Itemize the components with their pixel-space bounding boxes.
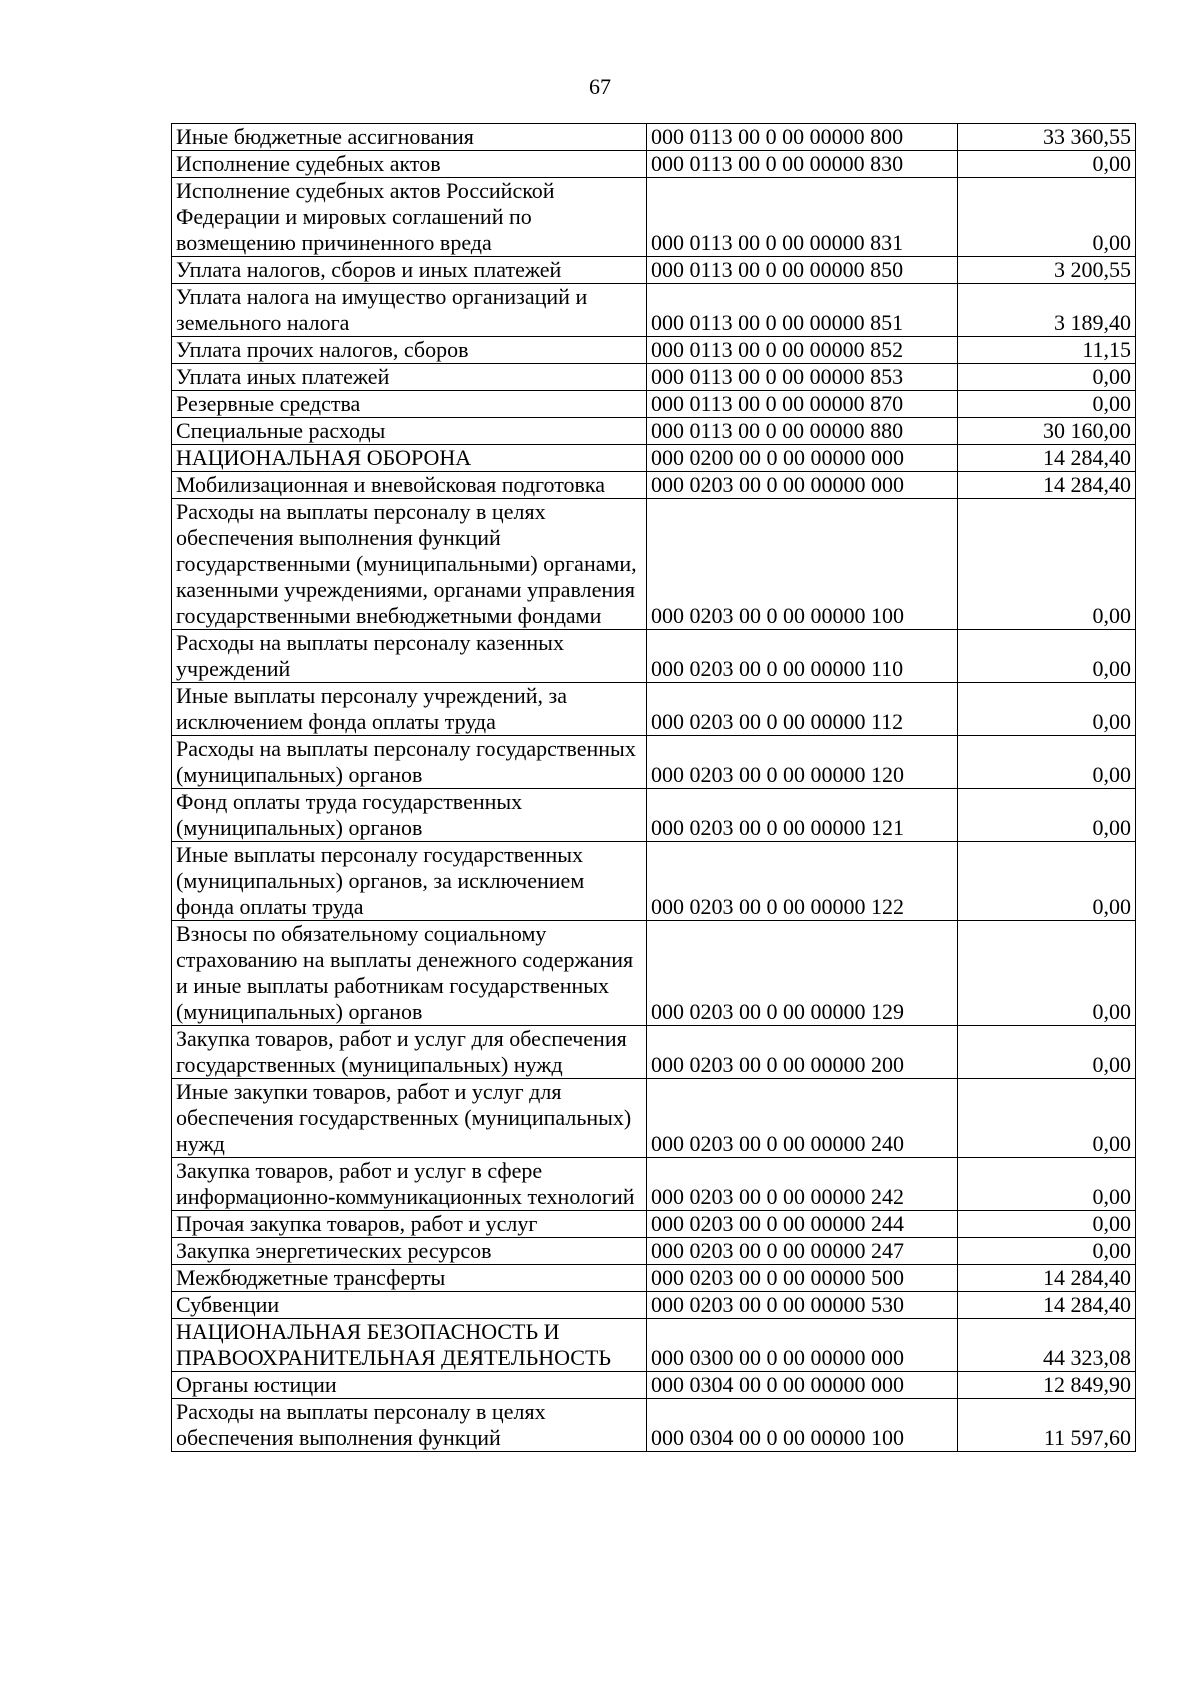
expense-name: Фонд оплаты труда государственных (муниципальных) органов bbox=[172, 789, 647, 842]
budget-code: 000 0113 00 0 00 00000 800 bbox=[647, 124, 958, 151]
table-row bbox=[172, 499, 1136, 630]
expense-name: Уплата налогов, сборов и иных платежей bbox=[172, 257, 647, 284]
table-row bbox=[172, 472, 1136, 499]
budget-code: 000 0113 00 0 00 00000 831 bbox=[647, 178, 958, 257]
amount: 14 284,40 bbox=[958, 472, 1136, 499]
table-row bbox=[172, 1026, 1136, 1079]
expense-name: Закупка энергетических ресурсов bbox=[172, 1238, 647, 1265]
budget-code: 000 0203 00 0 00 00000 500 bbox=[647, 1265, 958, 1292]
expense-name: Резервные средства bbox=[172, 391, 647, 418]
table-row bbox=[172, 1158, 1136, 1211]
amount: 30 160,00 bbox=[958, 418, 1136, 445]
expense-name: Специальные расходы bbox=[172, 418, 647, 445]
amount: 0,00 bbox=[958, 630, 1136, 683]
expense-name: Органы юстиции bbox=[172, 1372, 647, 1399]
table-row bbox=[172, 736, 1136, 789]
budget-code: 000 0304 00 0 00 00000 100 bbox=[647, 1399, 958, 1452]
table-row bbox=[172, 630, 1136, 683]
table-row bbox=[172, 391, 1136, 418]
amount: 0,00 bbox=[958, 1079, 1136, 1158]
budget-code: 000 0113 00 0 00 00000 850 bbox=[647, 257, 958, 284]
expense-name: Иные выплаты персоналу учреждений, за исключением фонда оплаты труда bbox=[172, 683, 647, 736]
amount: 0,00 bbox=[958, 391, 1136, 418]
amount: 0,00 bbox=[958, 364, 1136, 391]
table-row bbox=[172, 842, 1136, 921]
expense-name: Взносы по обязательному социальному страхованию на выплаты денежного содержания и иные выплаты работникам государственных (муниципальных) органов bbox=[172, 921, 647, 1026]
table-row bbox=[172, 151, 1136, 178]
budget-code: 000 0203 00 0 00 00000 530 bbox=[647, 1292, 958, 1319]
expense-name: Расходы на выплаты персоналу государственных (муниципальных) органов bbox=[172, 736, 647, 789]
table-row bbox=[172, 921, 1136, 1026]
table-row bbox=[172, 1265, 1136, 1292]
expense-name: Закупка товаров, работ и услуг для обеспечения государственных (муниципальных) нужд bbox=[172, 1026, 647, 1079]
table-row bbox=[172, 1079, 1136, 1158]
budget-code: 000 0203 00 0 00 00000 000 bbox=[647, 472, 958, 499]
amount: 0,00 bbox=[958, 1211, 1136, 1238]
budget-code: 000 0113 00 0 00 00000 880 bbox=[647, 418, 958, 445]
budget-code: 000 0203 00 0 00 00000 129 bbox=[647, 921, 958, 1026]
table-row bbox=[172, 124, 1136, 151]
budget-code: 000 0203 00 0 00 00000 247 bbox=[647, 1238, 958, 1265]
expense-name: Субвенции bbox=[172, 1292, 647, 1319]
amount: 11,15 bbox=[958, 337, 1136, 364]
amount: 0,00 bbox=[958, 1026, 1136, 1079]
table-row bbox=[172, 683, 1136, 736]
budget-code: 000 0113 00 0 00 00000 830 bbox=[647, 151, 958, 178]
amount: 3 200,55 bbox=[958, 257, 1136, 284]
table-row bbox=[172, 1292, 1136, 1319]
table-row bbox=[172, 1319, 1136, 1372]
table-row bbox=[172, 1399, 1136, 1452]
expense-name: Уплата прочих налогов, сборов bbox=[172, 337, 647, 364]
expense-name: Иные бюджетные ассигнования bbox=[172, 124, 647, 151]
expense-name: Мобилизационная и вневойсковая подготовка bbox=[172, 472, 647, 499]
amount: 0,00 bbox=[958, 178, 1136, 257]
budget-code: 000 0304 00 0 00 00000 000 bbox=[647, 1372, 958, 1399]
expense-name: Иные закупки товаров, работ и услуг для обеспечения государственных (муниципальных) нужд bbox=[172, 1079, 647, 1158]
budget-code: 000 0203 00 0 00 00000 244 bbox=[647, 1211, 958, 1238]
table-row bbox=[172, 337, 1136, 364]
budget-code: 000 0203 00 0 00 00000 100 bbox=[647, 499, 958, 630]
expense-name: Межбюджетные трансферты bbox=[172, 1265, 647, 1292]
expense-name: НАЦИОНАЛЬНАЯ ОБОРОНА bbox=[172, 445, 647, 472]
budget-code: 000 0203 00 0 00 00000 242 bbox=[647, 1158, 958, 1211]
table-row bbox=[172, 178, 1136, 257]
amount: 11 597,60 bbox=[958, 1399, 1136, 1452]
amount: 14 284,40 bbox=[958, 1292, 1136, 1319]
amount: 14 284,40 bbox=[958, 1265, 1136, 1292]
budget-code: 000 0203 00 0 00 00000 120 bbox=[647, 736, 958, 789]
table-row bbox=[172, 364, 1136, 391]
expense-name: Закупка товаров, работ и услуг в сфере информационно-коммуникационных технологий bbox=[172, 1158, 647, 1211]
budget-code: 000 0113 00 0 00 00000 851 bbox=[647, 284, 958, 337]
expense-name: Исполнение судебных актов Российской Федерации и мировых соглашений по возмещению причиненного вреда bbox=[172, 178, 647, 257]
expense-name: Исполнение судебных актов bbox=[172, 151, 647, 178]
amount: 0,00 bbox=[958, 842, 1136, 921]
table-row bbox=[172, 1372, 1136, 1399]
expense-name: Уплата иных платежей bbox=[172, 364, 647, 391]
amount: 12 849,90 bbox=[958, 1372, 1136, 1399]
budget-code: 000 0203 00 0 00 00000 122 bbox=[647, 842, 958, 921]
amount: 0,00 bbox=[958, 1158, 1136, 1211]
expense-name: Расходы на выплаты персоналу в целях обеспечения выполнения функций государственными (муниципальными) органами, казенными учреждениями, органами управления государственными внебюджетными фондами bbox=[172, 499, 647, 630]
budget-code: 000 0203 00 0 00 00000 112 bbox=[647, 683, 958, 736]
amount: 14 284,40 bbox=[958, 445, 1136, 472]
budget-table bbox=[171, 123, 1136, 1452]
budget-code: 000 0203 00 0 00 00000 110 bbox=[647, 630, 958, 683]
expense-name: НАЦИОНАЛЬНАЯ БЕЗОПАСНОСТЬ И ПРАВООХРАНИТЕЛЬНАЯ ДЕЯТЕЛЬНОСТЬ bbox=[172, 1319, 647, 1372]
expense-name: Расходы на выплаты персоналу казенных учреждений bbox=[172, 630, 647, 683]
amount: 0,00 bbox=[958, 736, 1136, 789]
table-row bbox=[172, 418, 1136, 445]
amount: 0,00 bbox=[958, 151, 1136, 178]
amount: 0,00 bbox=[958, 499, 1136, 630]
budget-code: 000 0113 00 0 00 00000 852 bbox=[647, 337, 958, 364]
table-row bbox=[172, 257, 1136, 284]
amount: 0,00 bbox=[958, 921, 1136, 1026]
expense-name: Прочая закупка товаров, работ и услуг bbox=[172, 1211, 647, 1238]
expense-name: Уплата налога на имущество организаций и земельного налога bbox=[172, 284, 647, 337]
budget-code: 000 0200 00 0 00 00000 000 bbox=[647, 445, 958, 472]
amount: 3 189,40 bbox=[958, 284, 1136, 337]
budget-code: 000 0113 00 0 00 00000 870 bbox=[647, 391, 958, 418]
budget-code: 000 0300 00 0 00 00000 000 bbox=[647, 1319, 958, 1372]
expense-name: Расходы на выплаты персоналу в целях обеспечения выполнения функций bbox=[172, 1399, 647, 1452]
page-number: 67 bbox=[589, 74, 611, 99]
table-row bbox=[172, 445, 1136, 472]
amount: 0,00 bbox=[958, 1238, 1136, 1265]
amount: 44 323,08 bbox=[958, 1319, 1136, 1372]
budget-code: 000 0203 00 0 00 00000 240 bbox=[647, 1079, 958, 1158]
amount: 33 360,55 bbox=[958, 124, 1136, 151]
amount: 0,00 bbox=[958, 789, 1136, 842]
budget-code: 000 0203 00 0 00 00000 121 bbox=[647, 789, 958, 842]
table-row bbox=[172, 1238, 1136, 1265]
amount: 0,00 bbox=[958, 683, 1136, 736]
table-row bbox=[172, 1211, 1136, 1238]
table-row bbox=[172, 789, 1136, 842]
budget-code: 000 0203 00 0 00 00000 200 bbox=[647, 1026, 958, 1079]
expense-name: Иные выплаты персоналу государственных (муниципальных) органов, за исключением фонда оплаты труда bbox=[172, 842, 647, 921]
table-row bbox=[172, 284, 1136, 337]
budget-code: 000 0113 00 0 00 00000 853 bbox=[647, 364, 958, 391]
